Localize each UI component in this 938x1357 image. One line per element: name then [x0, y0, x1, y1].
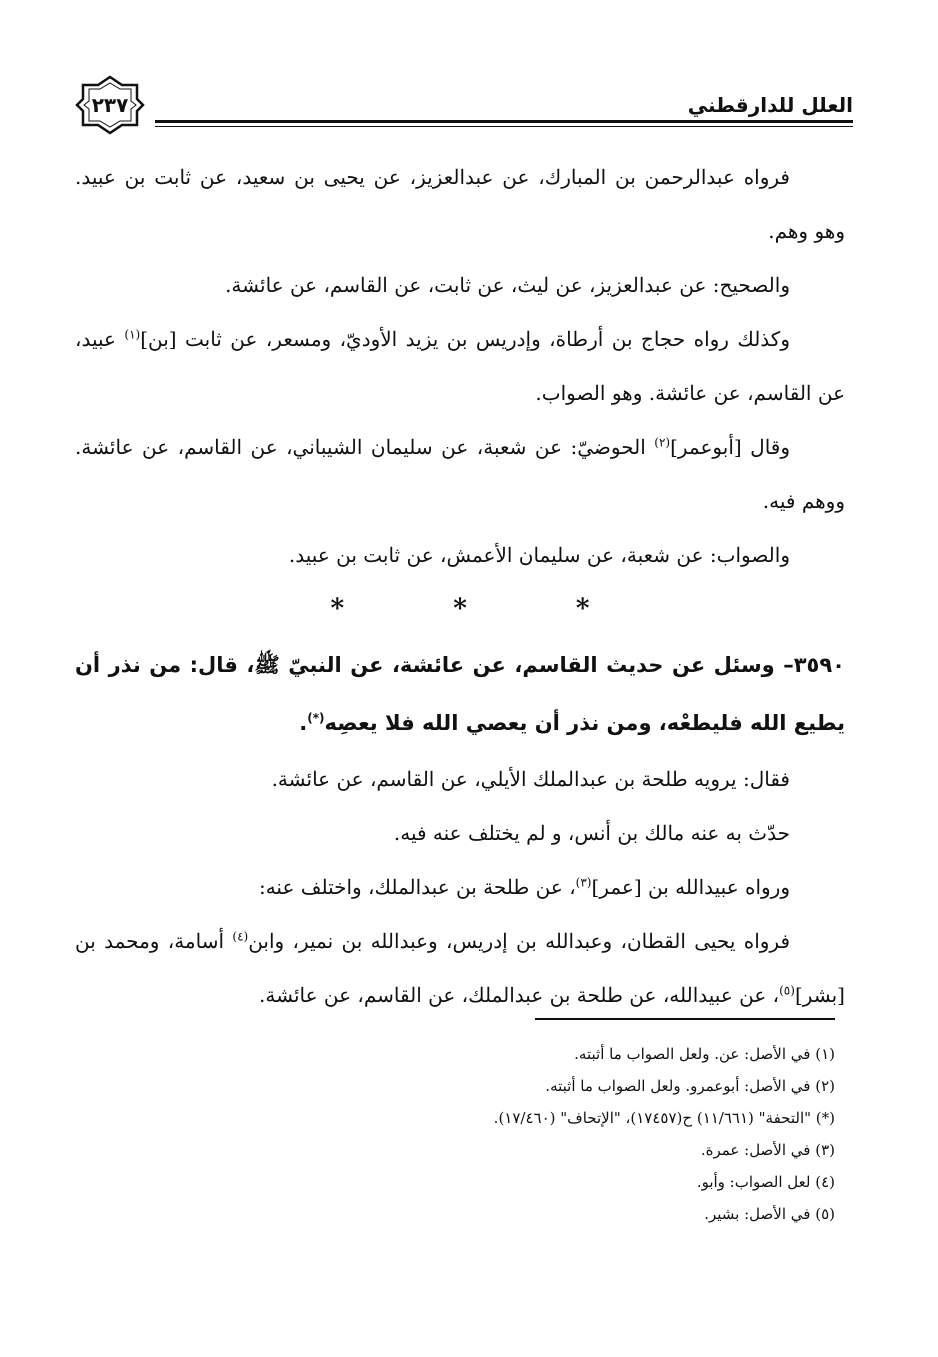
hadith-text: ٣٥٩٠– وسئل عن حديث القاسم، عن عائشة، عن النبيّ ﷺ، قال: من نذر أن يطيع الله فليطعْه، ومن نذر أن يعصي الله فلا يعصِه [75, 653, 845, 735]
paragraph-text: وكذلك رواه حجاج بن أرطاة، وإدريس بن يزيد الأوديّ، ومسعر، عن ثابت [بن] [140, 327, 790, 351]
footnote-ref: (٤) [232, 929, 249, 944]
section-separator: * * * [330, 594, 640, 624]
book-title: العلل للدارقطني [687, 93, 853, 117]
paragraph: والصواب: عن شعبة، عن سليمان الأعمش، عن ثابت بن عبيد. [288, 543, 790, 567]
footnote: (٤) لعل الصواب: وأبو. [696, 1173, 835, 1191]
page-number-badge [75, 75, 145, 135]
hadith-heading [75, 636, 845, 752]
paragraph-text: ورواه عبيدالله بن [عمر] [591, 875, 790, 899]
footnote: (٥) في الأصل: بشير. [704, 1205, 835, 1223]
hadith-text: . [299, 711, 308, 735]
page-number: ٢٣٧ [91, 93, 129, 117]
footnote-ref: (١) [124, 327, 141, 342]
paragraph: والصحيح: عن عبدالعزيز، عن ليث، عن ثابت، عن القاسم، عن عائشة. [225, 273, 790, 297]
paragraph-text: أسامة، ومحمد بن [بشر] [75, 929, 845, 1007]
paragraph [75, 914, 845, 1022]
footnotes [75, 1038, 835, 1230]
paragraph-text: فرواه يحيى القطان، وعبدالله بن إدريس، وعبدالله بن نمير، وابن [248, 929, 790, 953]
paragraph [75, 860, 845, 914]
paragraph: فقال: يرويه طلحة بن عبدالملك الأيلي، عن القاسم، عن عائشة. [271, 767, 790, 791]
paragraph: حدّث به عنه مالك بن أنس، و لم يختلف عنه فيه. [393, 821, 790, 845]
footnote: (٢) في الأصل: أبوعمرو. ولعل الصواب ما أثبته. [545, 1077, 835, 1095]
paragraph-text: ، عن عبيدالله، عن طلحة بن عبدالملك، عن القاسم، عن عائشة. [259, 983, 780, 1007]
footnote: (١) في الأصل: عن. ولعل الصواب ما أثبته. [574, 1045, 835, 1063]
footnote: (*) "التحفة" (١١/٦٦١) ح(١٧٤٥٧)، "الإتحاف" (١٧/٤٦٠). [493, 1109, 835, 1127]
paragraph: فرواه عبدالرحمن بن المبارك، عن عبدالعزيز، عن يحيى بن سعيد، عن ثابت بن عبيد. وهو وهم. [75, 165, 845, 243]
paragraph [75, 312, 845, 420]
footnote-ref: (*) [307, 711, 325, 725]
paragraph [75, 420, 845, 528]
paragraph-text: عبيد، عن القاسم، عن عائشة. وهو الصواب. [75, 327, 845, 405]
paragraph-text: الحوضيّ: عن شعبة، عن سليمان الشيباني، عن القاسم، عن عائشة. ووهم فيه. [75, 435, 845, 513]
main-text [75, 150, 845, 1022]
header-rule-thin [155, 126, 853, 127]
footnote-ref: (٢) [654, 435, 671, 450]
footnote: (٣) في الأصل: عمرة. [700, 1141, 835, 1159]
footnote-ref: (٥) [779, 983, 795, 998]
paragraph-text: ، عن طلحة بن عبدالملك، واختلف عنه: [258, 875, 576, 899]
footnote-separator [535, 1018, 835, 1020]
page-header [75, 75, 853, 135]
header-rule [155, 120, 853, 123]
paragraph-text: وقال [أبوعمر] [670, 435, 791, 459]
footnote-ref: (٣) [575, 875, 592, 890]
